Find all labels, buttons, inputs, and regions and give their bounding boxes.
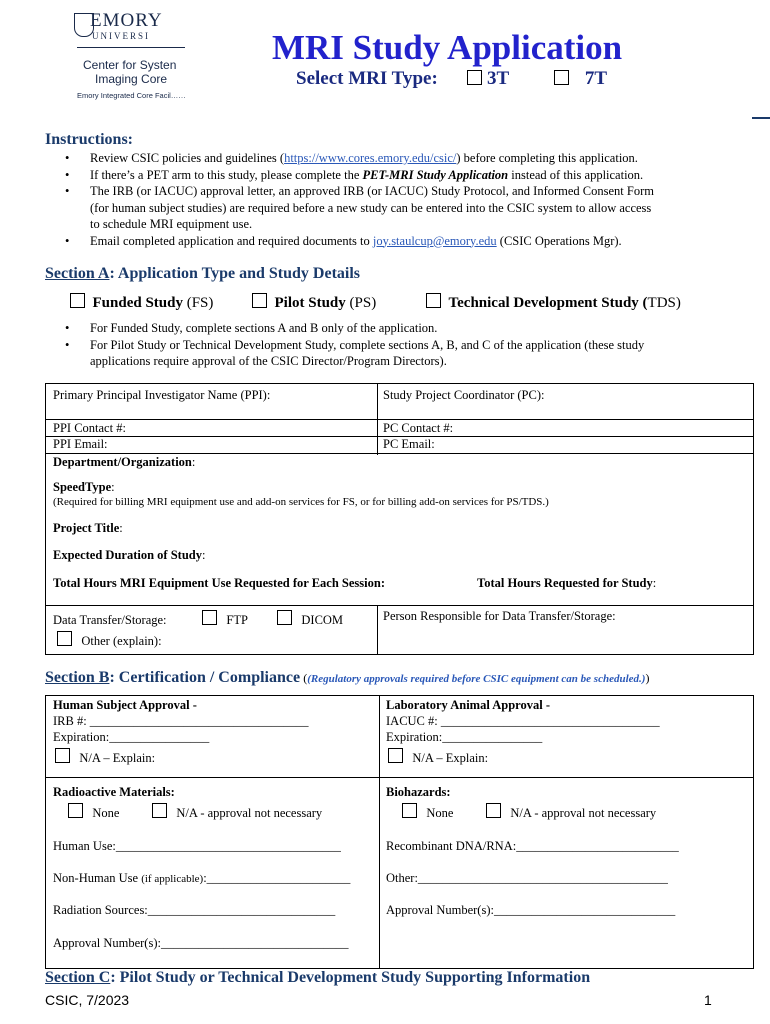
logo-center-line2: Imaging Core bbox=[95, 72, 168, 86]
hours-session-field[interactable]: Total Hours MRI Equipment Use Requested for Each Session: bbox=[53, 576, 385, 590]
ppi-email-field[interactable]: PPI Email: bbox=[53, 437, 108, 451]
instruction-item: • The IRB (or IACUC) approval letter, an approved IRB (or IACUC) Study Protocol, and Informed Consent Form (for human subject studies) are required before a new study can be entered into the CSIC system to allow access to schedule MRI equipment use. bbox=[45, 183, 745, 233]
logo-core-facilities: Emory Integrated Core Facil…… bbox=[77, 91, 186, 100]
instructions-list bbox=[45, 150, 745, 249]
bio-none-option[interactable]: None bbox=[402, 803, 453, 821]
speedtype-note: (Required for billing MRI equipment use and add-on services for FS, or for billing add-on services for PS/TDS.) bbox=[53, 496, 549, 508]
other-option[interactable]: Other (explain): bbox=[57, 631, 162, 649]
mri-type-label: Select MRI Type: bbox=[296, 68, 438, 89]
mri-7t-checkbox[interactable] bbox=[554, 70, 569, 85]
other-checkbox[interactable] bbox=[57, 631, 72, 646]
bio-na-option[interactable]: N/A - approval not necessary bbox=[486, 803, 656, 821]
email-link[interactable]: joy.staulcup@emory.edu bbox=[372, 233, 497, 248]
speedtype-field[interactable]: SpeedType: bbox=[53, 480, 115, 494]
logo-emory: EMORY bbox=[90, 10, 163, 31]
divider bbox=[45, 453, 754, 454]
logo-university: UNIVERSI bbox=[92, 31, 150, 41]
irb-na-checkbox[interactable] bbox=[55, 748, 70, 763]
dicom-checkbox[interactable] bbox=[277, 610, 292, 625]
instruction-item: • Email completed application and required documents to joy.staulcup@emory.edu (CSIC Operations Mgr). bbox=[45, 233, 745, 250]
divider bbox=[45, 605, 754, 606]
bio-none-checkbox[interactable] bbox=[402, 803, 417, 818]
pc-email-field[interactable]: PC Email: bbox=[383, 437, 435, 451]
section-a-notes bbox=[45, 320, 745, 370]
section-a-heading: Section A: Application Type and Study Details bbox=[45, 265, 361, 282]
csic-website-link[interactable]: https://www.cores.emory.edu/csic/ bbox=[284, 151, 457, 165]
bio-na-checkbox[interactable] bbox=[486, 803, 501, 818]
tech-dev-study-checkbox[interactable] bbox=[426, 293, 441, 308]
footer-date: CSIC, 7/2023 bbox=[45, 992, 130, 1008]
funded-study-option[interactable]: Funded Study (FS) bbox=[70, 293, 213, 312]
radio-approval-number-field[interactable]: Approval Number(s):______________________________ bbox=[53, 936, 349, 950]
iacuc-expiration-field[interactable]: Expiration:________________ bbox=[386, 730, 543, 744]
duration-field[interactable]: Expected Duration of Study: bbox=[53, 548, 206, 562]
dicom-option[interactable]: DICOM bbox=[277, 610, 343, 628]
pilot-study-checkbox[interactable] bbox=[252, 293, 267, 308]
iacuc-na-checkbox[interactable] bbox=[388, 748, 403, 763]
pilot-study-option[interactable]: Pilot Study (PS) bbox=[252, 293, 376, 312]
section-c-heading: Section C: Pilot Study or Technical Development Study Supporting Information bbox=[45, 969, 591, 986]
radio-na-checkbox[interactable] bbox=[152, 803, 167, 818]
department-field[interactable]: Department/Organization: bbox=[53, 455, 196, 469]
irb-na-option[interactable]: N/A – Explain: bbox=[55, 748, 155, 766]
person-responsible-field[interactable]: Person Responsible for Data Transfer/Storage: bbox=[383, 609, 616, 623]
recombinant-field[interactable]: Recombinant DNA/RNA:__________________________ bbox=[386, 839, 679, 853]
project-title-field[interactable]: Project Title: bbox=[53, 521, 123, 535]
instructions-title: Instructions: bbox=[45, 131, 134, 148]
radio-none-option[interactable]: None bbox=[68, 803, 119, 821]
note-item: • For Funded Study, complete sections A and B only of the application. bbox=[45, 320, 745, 337]
logo-center-line1: Center for Systen bbox=[83, 58, 177, 72]
logo-divider bbox=[77, 47, 185, 48]
mri-7t-label: 7T bbox=[584, 68, 608, 89]
divider bbox=[377, 605, 378, 654]
bio-other-field[interactable]: Other:________________________________________ bbox=[386, 871, 668, 885]
note-item: • For Pilot Study or Technical Development Study, complete sections A, B, and C of the application (these study applications require approval of the CSIC Director/Program Directors). bbox=[45, 337, 745, 370]
ppi-contact-field[interactable]: PPI Contact #: bbox=[53, 421, 126, 435]
biohazards-title: Biohazards: bbox=[386, 785, 451, 799]
instruction-item: • Review CSIC policies and guidelines (https://www.cores.emory.edu/csic/) before completing this application. bbox=[45, 150, 745, 167]
radio-na-option[interactable]: N/A - approval not necessary bbox=[152, 803, 322, 821]
funded-study-checkbox[interactable] bbox=[70, 293, 85, 308]
divider bbox=[45, 777, 754, 778]
section-b-note: (Regulatory approvals required before CSIC equipment can be scheduled.) bbox=[307, 673, 646, 685]
hours-study-field[interactable]: Total Hours Requested for Study: bbox=[477, 576, 657, 590]
mri-3t-checkbox[interactable] bbox=[467, 70, 482, 85]
iacuc-field[interactable]: IACUC #: ___________________________________ bbox=[386, 714, 660, 728]
nonhuman-use-field[interactable]: Non-Human Use (if applicable):_______________________ bbox=[53, 871, 351, 885]
pet-mri-app-text: PET-MRI Study Application bbox=[362, 167, 509, 182]
margin-mark bbox=[752, 117, 770, 119]
irb-field[interactable]: IRB #: ___________________________________ bbox=[53, 714, 309, 728]
pc-contact-field[interactable]: PC Contact #: bbox=[383, 421, 454, 435]
pc-name-field[interactable]: Study Project Coordinator (PC): bbox=[383, 388, 545, 402]
ftp-option[interactable]: FTP bbox=[202, 610, 248, 628]
divider bbox=[45, 419, 754, 420]
mri-type-row bbox=[296, 68, 607, 90]
ftp-checkbox[interactable] bbox=[202, 610, 217, 625]
data-transfer-label: Data Transfer/Storage: bbox=[53, 613, 167, 627]
ppi-name-field[interactable]: Primary Principal Investigator Name (PPI): bbox=[53, 388, 271, 402]
page-number: 1 bbox=[704, 992, 712, 1008]
human-subject-title: Human Subject Approval - bbox=[53, 698, 197, 712]
divider bbox=[379, 695, 380, 969]
page-title: MRI Study Application bbox=[272, 28, 623, 67]
animal-approval-title: Laboratory Animal Approval - bbox=[386, 698, 551, 712]
section-b-heading: Section B: Certification / Compliance ((Regulatory approvals required before CSIC equipment can be scheduled.)) bbox=[45, 669, 650, 686]
human-use-field[interactable]: Human Use:____________________________________ bbox=[53, 839, 341, 853]
radioactive-title: Radioactive Materials: bbox=[53, 785, 175, 799]
tech-dev-study-option[interactable]: Technical Development Study (TDS) bbox=[426, 293, 681, 312]
instruction-item: • If there’s a PET arm to this study, please complete the PET-MRI Study Application instead of this application. bbox=[45, 167, 745, 184]
bio-approval-number-field[interactable]: Approval Number(s):_____________________________ bbox=[386, 903, 676, 917]
radiation-sources-field[interactable]: Radiation Sources:______________________________ bbox=[53, 903, 336, 917]
logo-center-name bbox=[83, 58, 176, 86]
irb-expiration-field[interactable]: Expiration:________________ bbox=[53, 730, 210, 744]
radio-none-checkbox[interactable] bbox=[68, 803, 83, 818]
iacuc-na-option[interactable]: N/A – Explain: bbox=[388, 748, 488, 766]
mri-3t-label: 3T bbox=[487, 68, 509, 89]
